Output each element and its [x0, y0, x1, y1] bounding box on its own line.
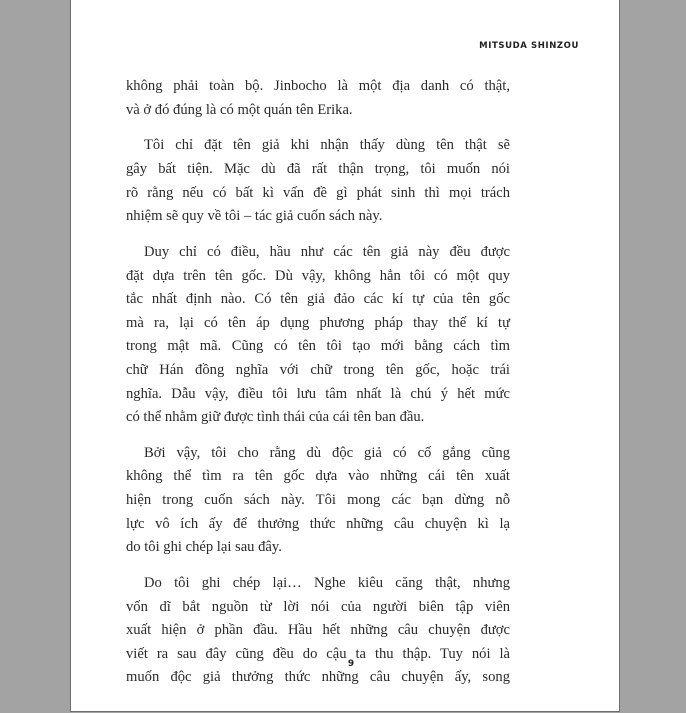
paragraph-3: [126, 241, 510, 430]
text-line: Duy chỉ có điều, hầu như các tên giả này đều được: [144, 243, 510, 260]
page-number: 9: [347, 659, 355, 669]
text-line: Do tôi ghi chép lại… Nghe kiêu căng thật, nhưng: [144, 575, 510, 592]
text-line: rõ rằng nếu có bất kì vấn đề gì phát sinh thì mọi trách: [126, 184, 510, 201]
text-line: không thể tìm ra tên gốc dựa vào những cái tên xuất: [126, 468, 510, 485]
text-line: gây bất tiện. Mặc dù đã rất thận trọng, tôi muốn nói: [126, 160, 510, 177]
book-page: [70, 0, 620, 712]
paragraph-1: [126, 75, 510, 122]
text-line: có thể nhằm giữ được tình thái của cái tên ban đầu.: [126, 409, 425, 426]
text-line: nghĩa. Dẫu vậy, điều tôi lưu tâm nhất là chú ý hết mức: [126, 385, 510, 402]
text-line: muốn độc giả thưởng thức những câu chuyện ấy, song: [126, 669, 510, 686]
text-line: viết ra sau đây cũng đều do cậu ta thu thập. Tuy nói là: [126, 645, 510, 662]
text-line: trong mật mã. Cũng có tên tôi tạo mới bằng cách tìm: [126, 338, 510, 355]
body-text: [126, 75, 510, 702]
text-line: mà ra, lại có tên áp dụng phương pháp thay thế kí tự: [126, 314, 510, 331]
text-line: Bởi vậy, tôi cho rằng dù độc giả có cố gắng cũng: [144, 444, 510, 461]
text-line: và ở đó đúng là có một quán tên Erika.: [126, 101, 353, 118]
text-line: xuất hiện ở phần đầu. Hầu hết những câu chuyện được: [126, 622, 510, 639]
text-line: nhiệm sẽ quy về tôi – tác giả cuốn sách này.: [126, 208, 383, 225]
text-line: đặt dựa trên tên gốc. Dù vậy, không hẳn tôi có một quy: [126, 267, 510, 284]
text-line: Tôi chỉ đặt tên giả khi nhận thấy dùng tên thật sẽ: [144, 137, 510, 154]
text-line: không phải toàn bộ. Jinbocho là một địa danh có thật,: [126, 78, 510, 94]
paragraph-5: [126, 572, 510, 690]
text-line: tắc nhất định nào. Có tên giả đảo các kí tự của tên gốc: [126, 291, 510, 308]
text-line: do tôi ghi chép lại sau đây.: [126, 539, 282, 556]
text-line: vốn dĩ bắt nguồn từ lời nói của người biên tập viên: [126, 598, 510, 615]
text-line: hiện trong cuốn sách này. Tôi mong các bạn dừng nỗ: [126, 492, 510, 509]
paragraph-4: [126, 442, 510, 560]
text-line: chữ Hán đồng nghĩa với chữ trong tên gốc, hoặc trái: [126, 361, 510, 378]
running-head: MITSUDA SHINZOU: [479, 41, 579, 51]
paragraph-2: [126, 134, 510, 228]
text-line: lực vô ích ấy để thưởng thức những câu chuyện kì lạ: [126, 515, 510, 532]
